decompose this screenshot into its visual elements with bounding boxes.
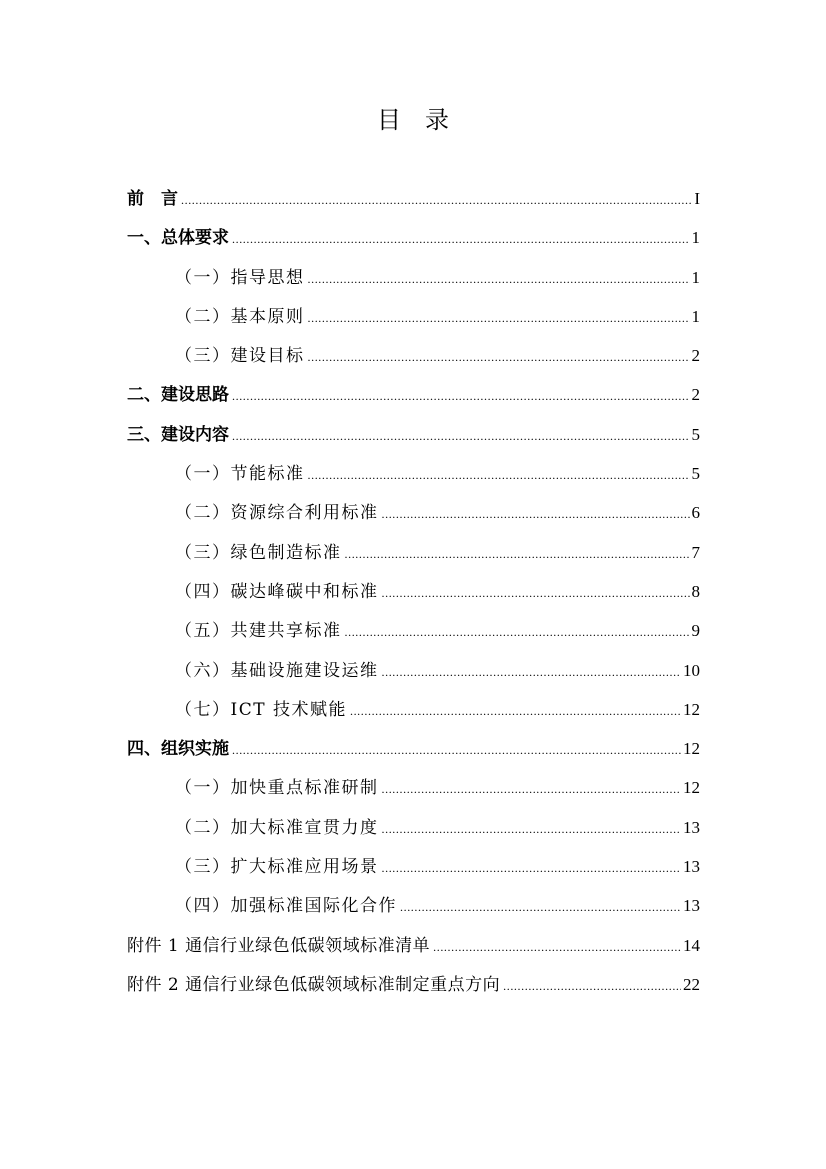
toc-entry-label: 附件 1 通信行业绿色低碳领域标准清单 <box>127 935 431 956</box>
toc-entry-label: 四、组织实施 <box>127 739 229 760</box>
toc-page-number: 8 <box>691 581 700 601</box>
toc-page-number: 12 <box>683 739 700 759</box>
toc-leader-dots <box>308 260 690 299</box>
toc-leader-dots <box>345 613 690 652</box>
toc-leader-dots <box>382 495 690 534</box>
toc-entry-label: （五）共建共享标准 <box>175 621 342 642</box>
toc-entry[interactable] <box>127 297 700 336</box>
toc-entry[interactable] <box>127 493 700 532</box>
toc-page-number: 1 <box>691 228 700 248</box>
toc-page-number: 22 <box>683 974 700 994</box>
toc-entry[interactable] <box>127 454 700 493</box>
toc-entry-label: （一）节能标准 <box>175 464 305 485</box>
toc-entry-label: （二）加大标准宣贯力度 <box>175 817 379 838</box>
toc-entry[interactable] <box>127 690 700 729</box>
toc-page-number: 1 <box>691 267 700 287</box>
toc-leader-dots <box>232 220 690 259</box>
toc-entry[interactable] <box>127 572 700 611</box>
toc-leader-dots <box>400 888 681 927</box>
toc-page-number: 14 <box>683 935 700 955</box>
toc-entry-label: （一）指导思想 <box>175 267 305 288</box>
toc-page-number: 7 <box>691 542 700 562</box>
toc-entry-label: （四）碳达峰碳中和标准 <box>175 581 379 602</box>
toc-page-number: 12 <box>683 699 700 719</box>
toc-entry-label: （二）资源综合利用标准 <box>175 503 379 524</box>
toc-leader-dots <box>382 849 682 888</box>
table-of-contents <box>127 179 700 1004</box>
toc-leader-dots <box>433 928 681 967</box>
toc-leader-dots <box>382 810 682 849</box>
toc-entry-label: 一、总体要求 <box>127 228 229 249</box>
toc-entry[interactable] <box>127 965 700 1004</box>
toc-entry-label: 三、建设内容 <box>127 424 229 445</box>
toc-entry[interactable] <box>127 847 700 886</box>
toc-entry[interactable] <box>127 415 700 454</box>
toc-page-number: 9 <box>691 621 700 641</box>
toc-page-number: 5 <box>691 464 700 484</box>
toc-leader-dots <box>308 338 690 377</box>
toc-leader-dots <box>345 535 690 574</box>
toc-leader-dots <box>382 653 682 692</box>
toc-page-number: 2 <box>691 346 700 366</box>
toc-entry[interactable] <box>127 768 700 807</box>
toc-entry[interactable] <box>127 375 700 414</box>
toc-page-number: 6 <box>691 503 700 523</box>
toc-entry[interactable] <box>127 218 700 257</box>
toc-entry[interactable] <box>127 886 700 925</box>
toc-entry[interactable] <box>127 651 700 690</box>
toc-page-number: 5 <box>691 424 700 444</box>
toc-leader-dots <box>308 456 690 495</box>
toc-leader-dots <box>232 731 681 770</box>
toc-entry-label: （一）加快重点标准研制 <box>175 778 379 799</box>
toc-page-number: 1 <box>691 306 700 326</box>
toc-leader-dots <box>308 299 690 338</box>
toc-page-number: I <box>694 189 700 208</box>
toc-entry[interactable] <box>127 258 700 297</box>
toc-entry-label: （三）扩大标准应用场景 <box>175 857 379 878</box>
toc-page-number: 13 <box>683 857 700 877</box>
toc-page-number: 12 <box>683 778 700 798</box>
toc-entry-label: （六）基础设施建设运维 <box>175 660 379 681</box>
toc-leader-dots <box>382 574 690 613</box>
toc-leader-dots <box>181 181 692 220</box>
toc-entry[interactable] <box>127 926 700 965</box>
toc-entry-label: （四）加强标准国际化合作 <box>175 896 397 917</box>
toc-page-number: 2 <box>691 385 700 405</box>
toc-entry[interactable] <box>127 808 700 847</box>
toc-entry-label: 附件 2 通信行业绿色低碳领域标准制定重点方向 <box>127 974 501 995</box>
toc-entry[interactable] <box>127 611 700 650</box>
toc-entry[interactable] <box>127 729 700 768</box>
toc-entry-label: （七）ICT 技术赋能 <box>175 699 347 720</box>
toc-leader-dots <box>350 692 681 731</box>
toc-entry[interactable] <box>127 336 700 375</box>
toc-page-number: 10 <box>683 660 700 680</box>
toc-leader-dots <box>503 967 681 1006</box>
toc-entry-label: 前 言 <box>127 189 178 209</box>
toc-leader-dots <box>382 770 682 809</box>
page-title: 目 录 <box>377 106 449 134</box>
toc-leader-dots <box>232 417 690 456</box>
toc-entry-label: （二）基本原则 <box>175 306 305 327</box>
toc-page-number: 13 <box>683 896 700 916</box>
toc-leader-dots <box>232 377 690 416</box>
toc-entry[interactable] <box>127 533 700 572</box>
toc-entry-label: （三）建设目标 <box>175 346 305 367</box>
toc-page-number: 13 <box>683 817 700 837</box>
toc-entry-label: 二、建设思路 <box>127 385 229 406</box>
toc-entry-label: （三）绿色制造标准 <box>175 542 342 563</box>
toc-entry[interactable] <box>127 179 700 218</box>
